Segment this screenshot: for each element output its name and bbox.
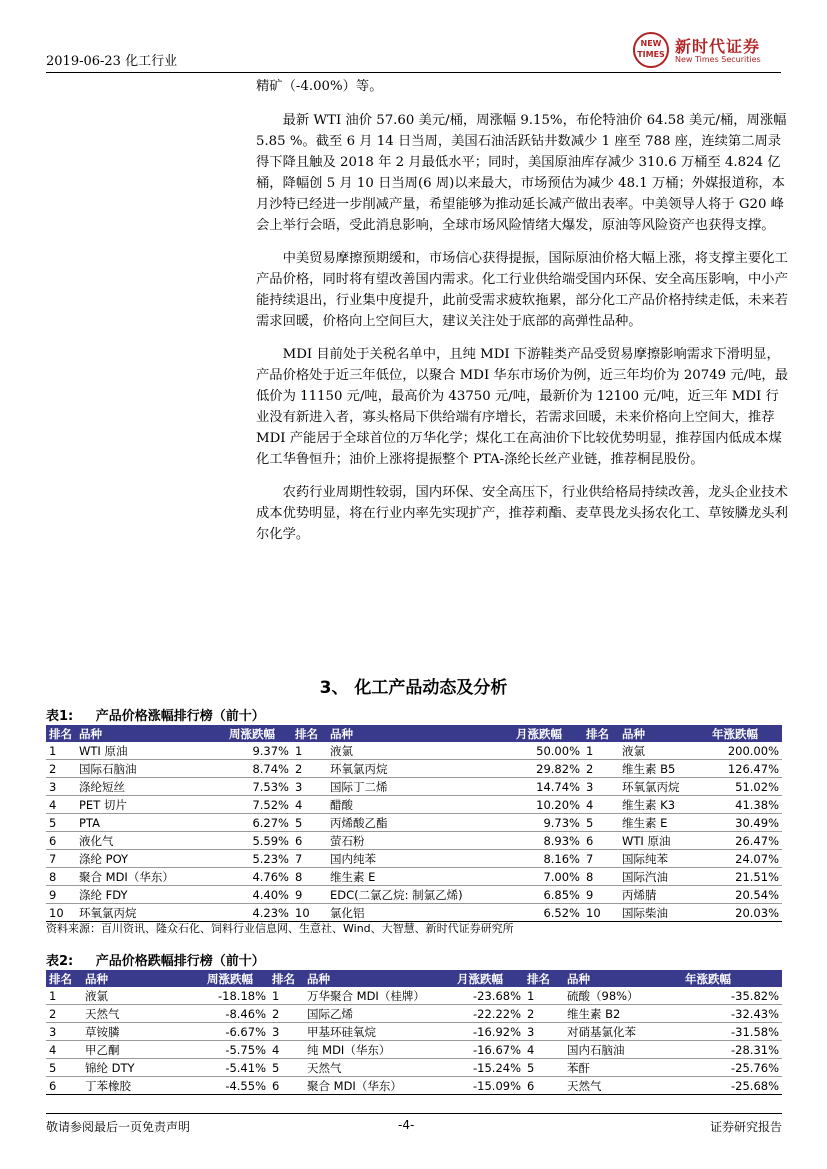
table2-cell: 草铵膦 xyxy=(85,1024,120,1039)
table2-cell: 6 xyxy=(272,1078,280,1093)
table2-header-cell: 排名 xyxy=(524,970,564,987)
table1-cell: 9 xyxy=(295,887,303,902)
table1-cell: 10 xyxy=(49,905,64,920)
table1-cell: 5 xyxy=(295,815,303,830)
table1-header-cell: 排名 xyxy=(292,725,327,742)
table1-cell: 环氧氯丙烷 xyxy=(622,779,680,794)
table2-cell: 硫酸（98%） xyxy=(567,988,639,1003)
table1-cell: 2 xyxy=(586,761,594,776)
table1-cell: 2 xyxy=(49,761,57,776)
table1-cell: PET 切片 xyxy=(79,797,127,812)
table1-cell: 14.74% xyxy=(536,779,580,794)
table2-header-cell: 排名 xyxy=(46,970,82,987)
page-number: -4- xyxy=(398,1118,415,1132)
table2-cell: 1 xyxy=(272,988,280,1003)
table2-cell: -6.67% xyxy=(225,1024,266,1039)
table1-cell: 8.74% xyxy=(252,761,289,776)
table1-cell: 26.47% xyxy=(735,833,779,848)
table2-caption-title: 产品价格跌幅排行榜（前十） xyxy=(95,954,265,969)
table2-header-cell: 年涨跌幅 xyxy=(682,970,782,987)
body-text xyxy=(256,76,788,557)
table2-row xyxy=(46,1005,782,1023)
table1-cell: 醋酸 xyxy=(330,797,353,812)
logo-name-cn: 新时代证券 xyxy=(675,37,761,56)
table1-cell: 3 xyxy=(49,779,57,794)
table1-row xyxy=(46,796,782,814)
table2-cell: -15.09% xyxy=(473,1078,521,1093)
table2-caption-num: 表2: xyxy=(46,954,74,969)
table2-cell: 国内石脑油 xyxy=(567,1042,625,1057)
table1-cell: 7 xyxy=(295,851,303,866)
table1-cell: 2 xyxy=(295,761,303,776)
table2-cell: 2 xyxy=(527,1006,535,1021)
table1-row xyxy=(46,778,782,796)
table2-cell: -18.18% xyxy=(218,988,266,1003)
paragraph-3: 中美贸易摩擦预期缓和，市场信心获得提振，国际原油价格大幅上涨，将支撑主要化工产品价格，同时将有望改善国内需求。化工行业供给端受国内环保、安全高压影响，中小产能持续退出，行业集中度提升，此前受需求疲软拖累，部分化工产品价格持续走低，未来若需求回暖，价格向上空间巨大，建议关注处于底部的高弹性品种。 xyxy=(256,251,788,329)
table1-cell: 9 xyxy=(586,887,594,902)
table2-cell: 1 xyxy=(527,988,535,1003)
table1-header-row xyxy=(46,725,782,742)
table2-cell: -4.55% xyxy=(225,1078,266,1093)
table1-header-cell: 品种 xyxy=(76,725,226,742)
table2-cell: -23.68% xyxy=(473,988,521,1003)
source-note: 资料来源：百川资讯、隆众石化、饲料行业信息网、生意社、Wind、大智慧、新时代证券研究所 xyxy=(46,922,514,935)
table1-cell: 5.23% xyxy=(252,851,289,866)
table1-cell: 10 xyxy=(295,905,310,920)
table1-cell: 8.93% xyxy=(543,833,580,848)
table1-cell: 4 xyxy=(586,797,594,812)
table1-cell: 液氯 xyxy=(330,743,353,758)
table1-header-cell: 月涨跌幅 xyxy=(513,725,583,742)
table2-header-cell: 周涨跌幅 xyxy=(204,970,269,987)
table2-cell: 聚合 MDI（华东） xyxy=(307,1078,402,1093)
table2-cell: 4 xyxy=(49,1042,57,1057)
footer-disclaimer: 敬请参阅最后一页免责声明 xyxy=(46,1120,191,1134)
table2-header-cell: 品种 xyxy=(82,970,204,987)
table1-cell: 7.00% xyxy=(543,869,580,884)
table2-header-cell: 品种 xyxy=(304,970,454,987)
table1-cell: 6 xyxy=(295,833,303,848)
table2-row xyxy=(46,1059,782,1077)
table1-row xyxy=(46,760,782,778)
table1-cell: 4 xyxy=(295,797,303,812)
table2-cell: 万华聚合 MDI（桂牌） xyxy=(307,988,425,1003)
table2-cell: 6 xyxy=(49,1078,57,1093)
table2-cell: 3 xyxy=(49,1024,57,1039)
table2 xyxy=(46,970,782,1095)
table1-cell: 10.20% xyxy=(536,797,580,812)
table1-cell: 6.85% xyxy=(543,887,580,902)
paragraph-2: 最新 WTI 油价 57.60 美元/桶，周涨幅 9.15%，布伦特油价 64.58 美元/桶，周涨幅 5.85 %。截至 6 月 14 日当周，美国石油活跃钻井数减少 1 座至 788 座，连续第二周录得下降且触及 2018 年 2 月最低水平；同时，美国原油库存减少 310.6 万桶至 4.824 亿桶，降幅创 5 月 10 日当周(6 周)以来最大，市场预估为减少 48.1 万桶；外媒报道称，本月沙特已经进一步削减产量，希望能够为推动延长减产做出表率。中美领导人将于 G20 峰会上举行会晤，受此消息影响，全球市场风险情绪大爆发，原油等风险资产也获得支撑。 xyxy=(256,113,787,233)
table1-cell: 4.23% xyxy=(252,905,289,920)
table2-cell: 液氯 xyxy=(85,988,108,1003)
table2-header-cell: 排名 xyxy=(269,970,304,987)
table2-cell: 4 xyxy=(272,1042,280,1057)
table1-cell: 维生素 E xyxy=(622,815,668,830)
table1-cell: 8 xyxy=(49,869,57,884)
table1-header-cell: 排名 xyxy=(46,725,76,742)
table1-row xyxy=(46,832,782,850)
table1-cell: EDC(二氯乙烷: 制氯乙烯) xyxy=(330,887,463,902)
company-logo xyxy=(631,32,781,70)
table2-cell: -22.22% xyxy=(473,1006,521,1021)
table2-cell: -5.41% xyxy=(225,1060,266,1075)
table1-cell: 涤纶短丝 xyxy=(79,779,125,794)
table1-row xyxy=(46,814,782,832)
page-header xyxy=(46,37,781,73)
table1-cell: 30.49% xyxy=(735,815,779,830)
table1-row xyxy=(46,742,782,760)
table2-cell: -8.46% xyxy=(225,1006,266,1021)
table1-cell: 环氧氯丙烷 xyxy=(330,761,388,776)
table1-cell: 5 xyxy=(586,815,594,830)
table2-cell: -16.92% xyxy=(473,1024,521,1039)
table2-cell: 4 xyxy=(527,1042,535,1057)
table1-header-cell: 品种 xyxy=(619,725,709,742)
paragraph-1: 精矿（-4.00%）等。 xyxy=(256,79,383,94)
table1-cell: 国际丁二烯 xyxy=(330,779,388,794)
table1-cell: 6.27% xyxy=(252,815,289,830)
table1-cell: 国内纯苯 xyxy=(330,851,376,866)
table1-cell: 4.76% xyxy=(252,869,289,884)
table1-cell: WTI 原油 xyxy=(622,833,671,848)
table1-cell: 5 xyxy=(49,815,57,830)
table1-cell: WTI 原油 xyxy=(79,743,128,758)
table1-cell: 4 xyxy=(49,797,57,812)
table2-cell: 苯酐 xyxy=(567,1060,590,1075)
table2-row xyxy=(46,1077,782,1095)
table1-cell: 9 xyxy=(49,887,57,902)
table1-cell: 维生素 E xyxy=(330,869,376,884)
table1-cell: 3 xyxy=(295,779,303,794)
table1-cell: 1 xyxy=(49,743,57,758)
paragraph-5: 农药行业周期性较弱，国内环保、安全高压下，行业供给格局持续改善，龙头企业技术成本优势明显，将在行业内率先实现扩产，推荐莉酯、麦草畏龙头扬农化工、草铵膦龙头利尔化学。 xyxy=(256,485,788,542)
table2-cell: -28.31% xyxy=(731,1042,779,1057)
table2-cell: 维生素 B2 xyxy=(567,1006,621,1021)
table1-cell: 126.47% xyxy=(727,761,779,776)
table1-cell: 1 xyxy=(586,743,594,758)
table1-cell: 6 xyxy=(586,833,594,848)
table1-caption-title: 产品价格涨幅排行榜（前十） xyxy=(95,709,265,724)
table1-row xyxy=(46,904,782,922)
table2-cell: 锦纶 DTY xyxy=(85,1060,135,1075)
table2-row xyxy=(46,987,782,1005)
table1-row xyxy=(46,850,782,868)
table1-cell: 6 xyxy=(49,833,57,848)
table2-cell: 丁苯橡胶 xyxy=(85,1078,131,1093)
table2-cell: 5 xyxy=(49,1060,57,1075)
table1-cell: 8 xyxy=(586,869,594,884)
table1-cell: PTA xyxy=(79,815,100,830)
table1-cell: 丙烯腈 xyxy=(622,887,657,902)
table2-header-row xyxy=(46,970,782,987)
table2-cell: 甲乙酮 xyxy=(85,1042,120,1057)
table1-cell: 萤石粉 xyxy=(330,833,365,848)
table2-cell: 甲基环硅氧烷 xyxy=(307,1024,376,1039)
table1-cell: 200.00% xyxy=(727,743,779,758)
table1-cell: 41.38% xyxy=(735,797,779,812)
table2-cell: -35.82% xyxy=(731,988,779,1003)
table1-cell: 7 xyxy=(49,851,57,866)
table2-header-cell: 月涨跌幅 xyxy=(454,970,524,987)
table1-cell: 29.82% xyxy=(536,761,580,776)
table2-cell: 2 xyxy=(272,1006,280,1021)
section-title: 3、 化工产品动态及分析 xyxy=(319,678,508,698)
table2-cell: 3 xyxy=(527,1024,535,1039)
table2-cell: 5 xyxy=(527,1060,535,1075)
table1-cell: 8.16% xyxy=(543,851,580,866)
table2-cell: 3 xyxy=(272,1024,280,1039)
table1-cell: 7.53% xyxy=(252,779,289,794)
table1-cell: 1 xyxy=(295,743,303,758)
page-footer xyxy=(46,1113,782,1134)
table1-cell: 国际纯苯 xyxy=(622,851,668,866)
table2-cell: 6 xyxy=(527,1078,535,1093)
table1-header-cell: 年涨跌幅 xyxy=(709,725,782,742)
table1-cell: 20.54% xyxy=(735,887,779,902)
table1-cell: 7.52% xyxy=(252,797,289,812)
table1-cell: 4.40% xyxy=(252,887,289,902)
table2-cell: -16.67% xyxy=(473,1042,521,1057)
table1-cell: 聚合 MDI（华东） xyxy=(79,869,174,884)
table2-cell: 天然气 xyxy=(307,1060,342,1075)
table1-header-cell: 周涨跌幅 xyxy=(226,725,292,742)
table1-caption xyxy=(46,705,265,724)
table2-caption xyxy=(46,950,265,969)
table2-row xyxy=(46,1023,782,1041)
table1-cell: 氯化铝 xyxy=(330,905,365,920)
table1-cell: 丙烯酸乙酯 xyxy=(330,815,388,830)
table2-cell: 国际乙烯 xyxy=(307,1006,353,1021)
table1-cell: 涤纶 FDY xyxy=(79,887,128,902)
table1-caption-num: 表1: xyxy=(46,709,74,724)
table1-cell: 维生素 K3 xyxy=(622,797,676,812)
table1-cell: 21.51% xyxy=(735,869,779,884)
table2-cell: 天然气 xyxy=(567,1078,602,1093)
table1-cell: 9.73% xyxy=(543,815,580,830)
table1-header-cell: 排名 xyxy=(583,725,619,742)
table1-cell: 9.37% xyxy=(252,743,289,758)
table2-cell: -32.43% xyxy=(731,1006,779,1021)
table2-cell: 对硝基氯化苯 xyxy=(567,1024,636,1039)
table1-cell: 6.52% xyxy=(543,905,580,920)
table2-cell: -25.76% xyxy=(731,1060,779,1075)
table1-cell: 50.00% xyxy=(536,743,580,758)
table1-cell: 液化气 xyxy=(79,833,114,848)
table1-cell: 国际汽油 xyxy=(622,869,668,884)
table2-cell: 2 xyxy=(49,1006,57,1021)
footer-report-type: 证券研究报告 xyxy=(709,1120,782,1134)
logo-badge-icon: NEW TIMES xyxy=(633,32,669,68)
table2-cell: -25.68% xyxy=(731,1078,779,1093)
table2-cell: -15.24% xyxy=(473,1060,521,1075)
table2-cell: 纯 MDI（华东） xyxy=(307,1042,391,1057)
table1-cell: 10 xyxy=(586,905,601,920)
table1-cell: 8 xyxy=(295,869,303,884)
header-date-industry: 2019-06-23 化工行业 xyxy=(46,54,178,69)
logo-name-en: New Times Securities xyxy=(675,55,761,64)
table2-cell: -5.75% xyxy=(225,1042,266,1057)
table1-cell: 3 xyxy=(586,779,594,794)
table1-cell: 国际石脑油 xyxy=(79,761,137,776)
table1-cell: 维生素 B5 xyxy=(622,761,676,776)
paragraph-4: MDI 目前处于关税名单中，且纯 MDI 下游鞋类产品受贸易摩擦影响需求下滑明显，产品价格处于近三年低位，以聚合 MDI 华东市场价为例，近三年均价为 20749 元/吨，最低价为 11150 元/吨，最高价为 43750 元/吨，最新价为 12100 元/吨，近三年 MDI 行业没有新进入者，寡头格局下供给端有序增长，若需求回暖，未来价格向上空间大，推荐 MDI 产能居于全球首位的万华化学；煤化工在高油价下比较优势明显，推荐国内低成本煤化工华鲁恒升；油价上涨将提振整个 PTA-涤纶长丝产业链，推荐桐昆股份。 xyxy=(256,347,789,467)
table1-cell: 24.07% xyxy=(735,851,779,866)
table2-row xyxy=(46,1041,782,1059)
table2-cell: 天然气 xyxy=(85,1006,120,1021)
table1-cell: 7 xyxy=(586,851,594,866)
table1-cell: 国际柴油 xyxy=(622,905,668,920)
table2-header-cell: 品种 xyxy=(564,970,682,987)
table1-row xyxy=(46,886,782,904)
table2-cell: -31.58% xyxy=(731,1024,779,1039)
table1-cell: 涤纶 POY xyxy=(79,851,129,866)
table1-cell: 20.03% xyxy=(735,905,779,920)
table1-row xyxy=(46,868,782,886)
table1-cell: 环氧氯丙烷 xyxy=(79,905,137,920)
table1-cell: 51.02% xyxy=(735,779,779,794)
table1-header-cell: 品种 xyxy=(327,725,513,742)
table1 xyxy=(46,725,782,922)
table1-cell: 5.59% xyxy=(252,833,289,848)
table1-cell: 液氯 xyxy=(622,743,645,758)
table2-cell: 1 xyxy=(49,988,57,1003)
table2-cell: 5 xyxy=(272,1060,280,1075)
